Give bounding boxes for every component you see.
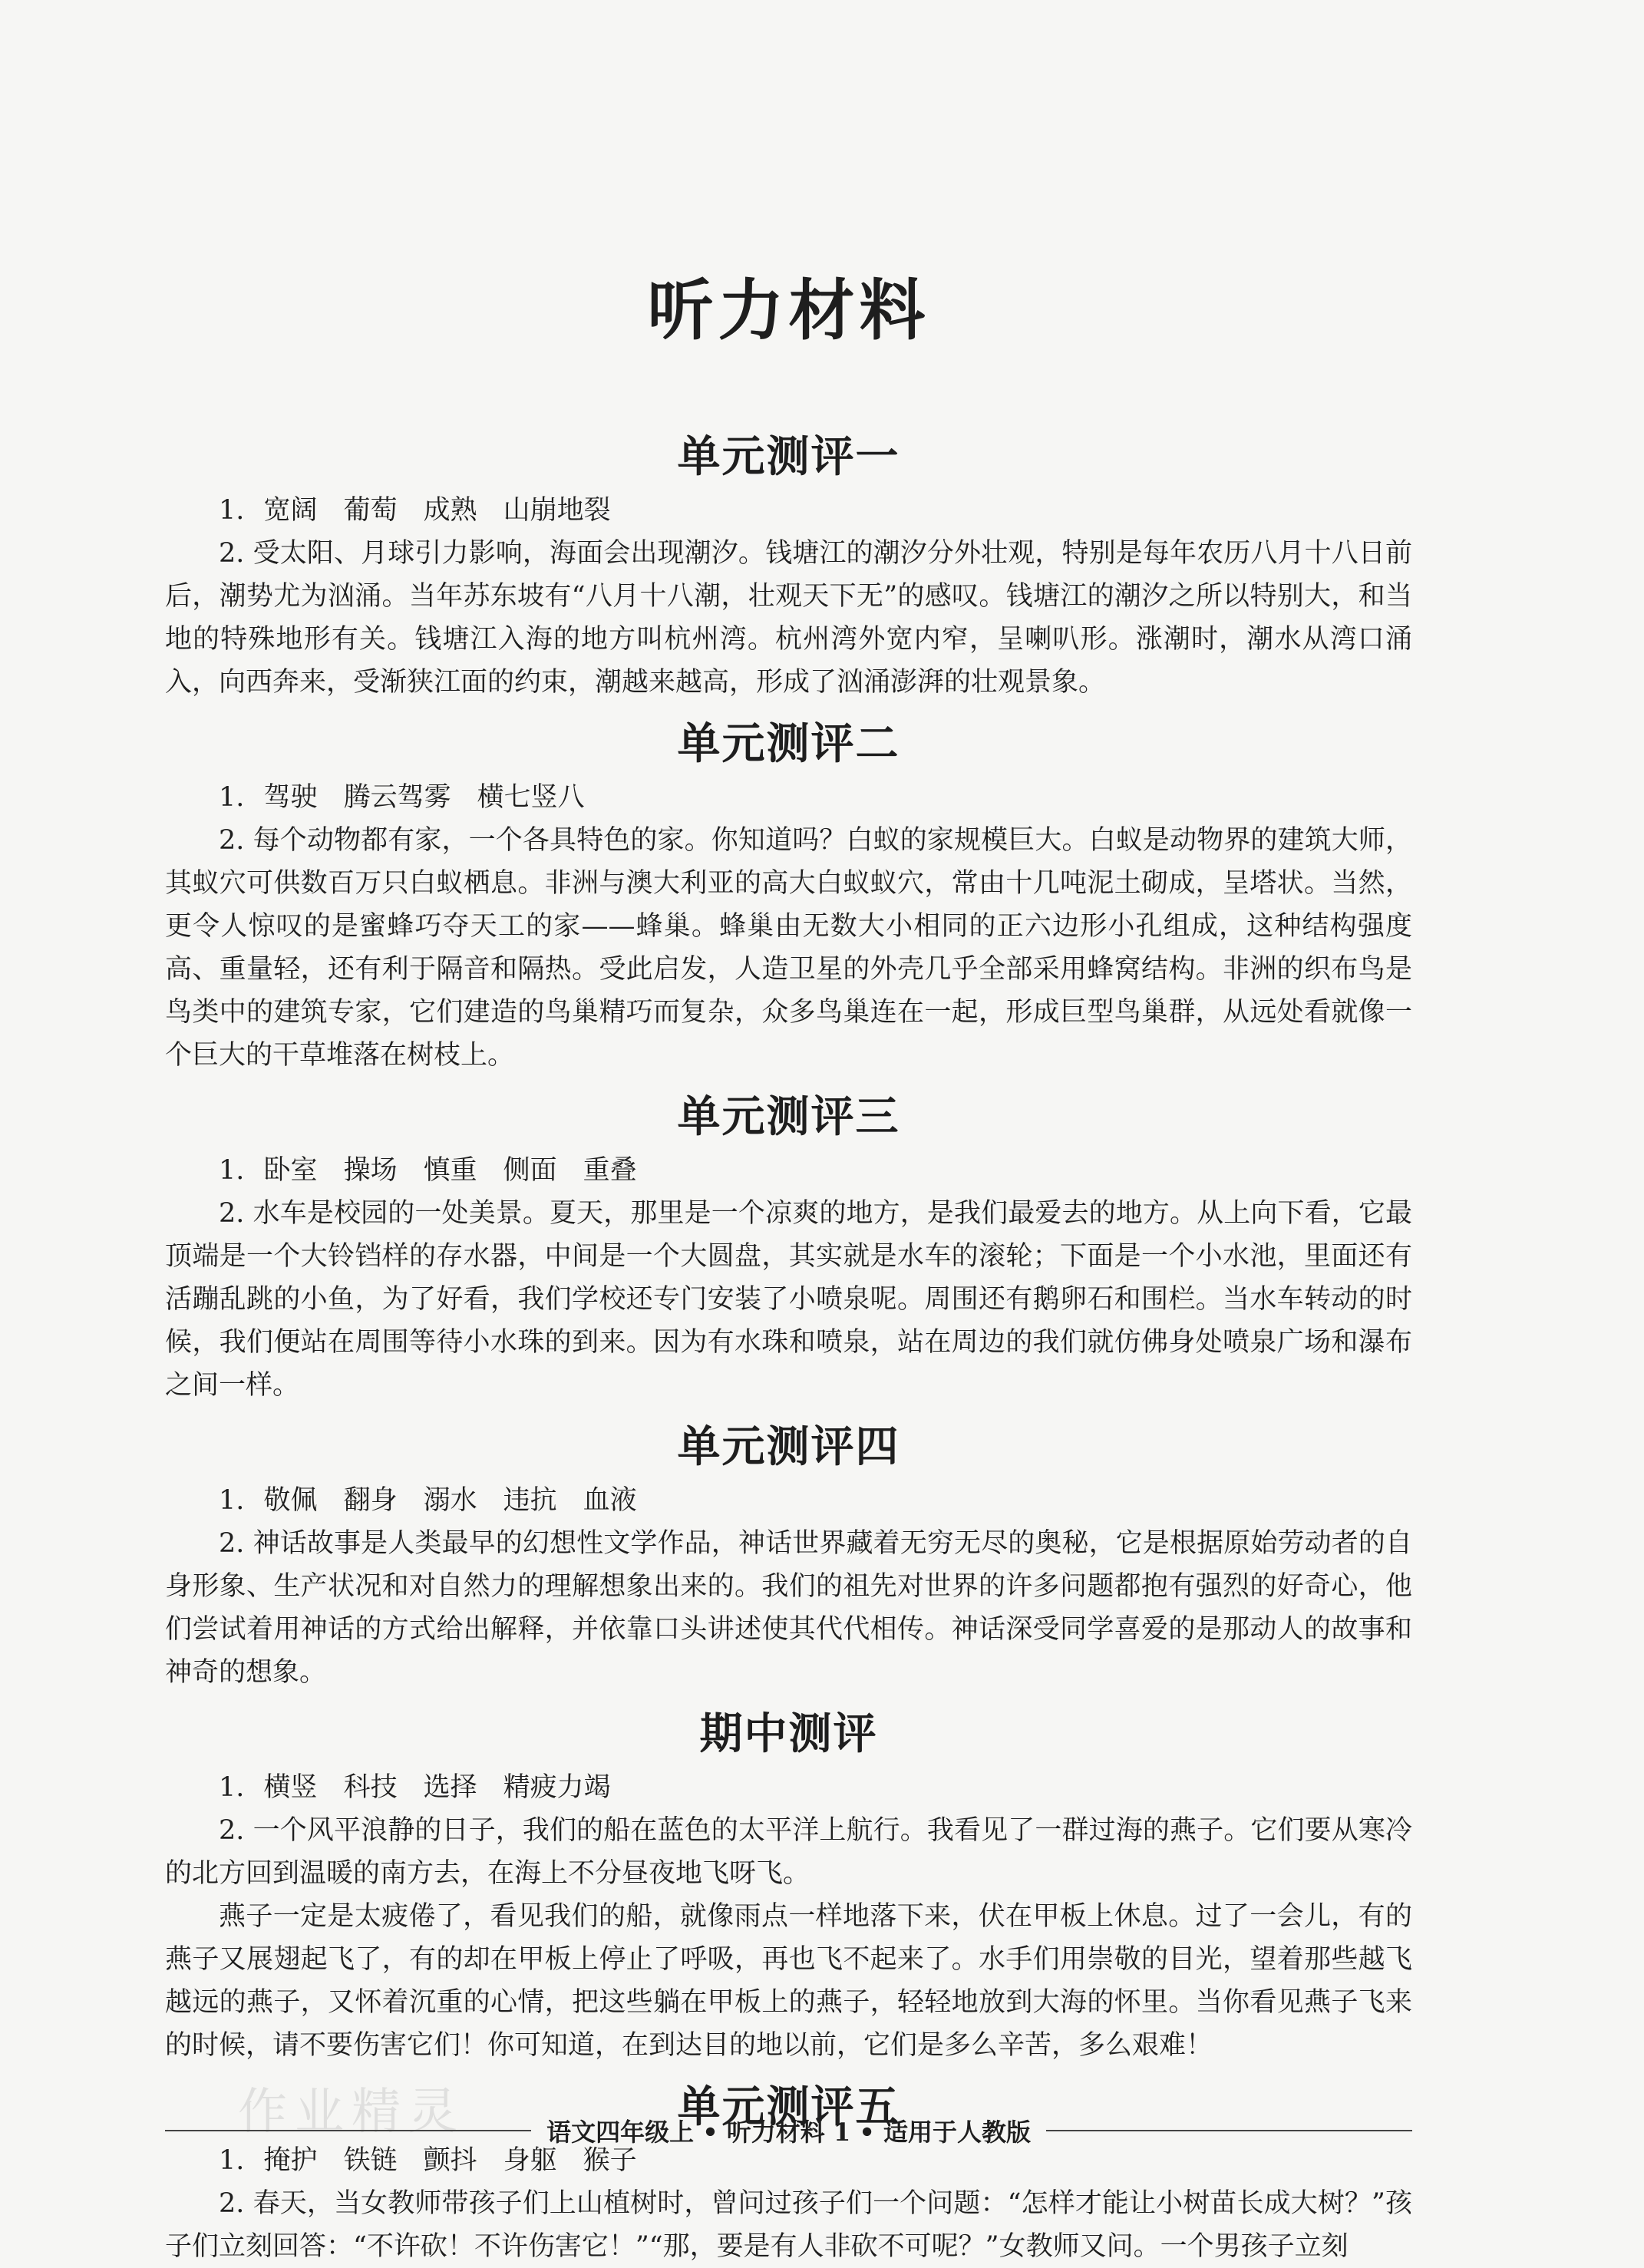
word-list [165, 776, 1412, 819]
section-midterm [165, 1703, 1412, 2067]
word-item: 颤抖 [423, 2145, 477, 2176]
word-list [165, 1766, 1412, 1809]
word-item: 科技 [343, 1772, 398, 1803]
passage-paragraph: 2. 受太阳、月球引力影响，海面会出现潮汐。钱塘江的潮汐分外壮观，特别是每年农历八月十八日前后，潮势尤为汹涌。当年苏东坡有“八月十八潮，壮观天下无”的感叹。钱塘江的潮汐之所以特别大，和当地的特殊地形有关。钱塘江入海的地方叫杭州湾。杭州湾外宽内窄，呈喇叭形。涨潮时，潮水从湾口涌入，向西奔来，受渐狭江面的约束，潮越来越高，形成了汹涌澎湃的壮观景象。 [165, 538, 1412, 698]
passage-paragraph: 2. 水车是校园的一处美景。夏天，那里是一个凉爽的地方，是我们最爱去的地方。从上向下看，它最顶端是一个大铃铛样的存水器，中间是一个大圆盘，其实就是水车的滚轮；下面是一个小水池，里面还有活蹦乱跳的小鱼，为了好看，我们学校还专门安装了小喷泉呢。周围还有鹅卵石和围栏。当水车转动的时候，我们便站在周围等待小水珠的到来。因为有水珠和喷泉，站在周边的我们就仿佛身处喷泉广场和瀑布之间一样。 [165, 1198, 1412, 1401]
section-unit-2 [165, 713, 1412, 1077]
word-item: 慎重 [423, 1155, 477, 1186]
word-item: 驾驶 [263, 782, 318, 813]
page-footer [165, 2108, 1412, 2154]
section-unit-3 [165, 1086, 1412, 1407]
word-item: 横七竖八 [477, 782, 585, 813]
page-title: 听力材料 [647, 272, 930, 349]
word-item: 掩护 [263, 2145, 318, 2176]
section-heading: 单元测评二 [677, 718, 900, 769]
section-heading: 单元测评三 [677, 1091, 900, 1142]
passage-paragraph: 燕子一定是太疲倦了，看见我们的船，就像雨点一样地落下来，伏在甲板上休息。过了一会儿，有的燕子又展翅起飞了，有的却在甲板上停止了呼吸，再也飞不起来了。水手们用崇敬的目光，望着那些越飞越远的燕子，又怀着沉重的心情，把这些躺在甲板上的燕子，轻轻地放到大海的怀里。当你看见燕子飞来的时候，请不要伤害它们！你可知道，在到达目的地以前，它们是多么辛苦，多么艰难！ [165, 1901, 1412, 2061]
word-list [165, 489, 1412, 532]
section-heading: 期中测评 [699, 1708, 878, 1759]
word-list-number: 1. [219, 2145, 245, 2176]
word-item: 侧面 [503, 1155, 557, 1186]
section-unit-4 [165, 1416, 1412, 1694]
section-heading: 单元测评四 [677, 1421, 900, 1472]
word-list [165, 1149, 1412, 1192]
word-item: 敬佩 [263, 1485, 318, 1516]
word-item: 选择 [423, 1772, 477, 1803]
footer-text: 语文四年级上 • 听力材料 1 • 适用于人教版 [546, 2118, 1031, 2147]
word-item: 猴子 [583, 2145, 637, 2176]
word-item: 操场 [343, 1155, 398, 1186]
word-item: 宽阔 [263, 495, 318, 526]
word-list-number: 1. [219, 1772, 245, 1803]
word-item: 山崩地裂 [503, 495, 611, 526]
word-item: 卧室 [263, 1155, 318, 1186]
word-item: 身躯 [503, 2145, 557, 2176]
section-heading: 单元测评一 [677, 431, 900, 482]
word-item: 横竖 [263, 1772, 318, 1803]
word-item: 铁链 [343, 2145, 398, 2176]
section-heading: 单元测评五 [677, 2081, 900, 2132]
word-item: 精疲力竭 [503, 1772, 611, 1803]
footer-rule-left [165, 2130, 531, 2131]
section-unit-1 [165, 426, 1412, 704]
watermark-text: 作业精灵 [238, 2084, 465, 2141]
word-list-number: 1. [219, 1155, 245, 1186]
sections-container [165, 426, 1412, 2268]
word-item: 血液 [583, 1485, 637, 1516]
word-item: 翻身 [343, 1485, 398, 1516]
word-item: 违抗 [503, 1485, 557, 1516]
word-list [165, 1479, 1412, 1522]
passage-paragraph: 2. 春天，当女教师带孩子们上山植树时，曾问过孩子们一个问题：“怎样才能让小树苗长成大树？”孩子们立刻回答：“不许砍！不许伤害它！”“那，要是有人非砍不可呢？”女教师又问。一个男孩子立刻 [165, 2188, 1412, 2262]
document-page [165, 0, 1412, 2262]
footer-rule-right [1046, 2130, 1412, 2131]
word-list-number: 1. [219, 1485, 245, 1516]
word-item: 葡萄 [343, 495, 398, 526]
word-list-number: 1. [219, 495, 245, 526]
passage-paragraph: 2. 一个风平浪静的日子，我们的船在蓝色的太平洋上航行。我看见了一群过海的燕子。它们要从寒冷的北方回到温暖的南方去，在海上不分昼夜地飞呀飞。 [165, 1815, 1412, 1889]
passage-paragraph: 2. 每个动物都有家，一个各具特色的家。你知道吗？白蚁的家规模巨大。白蚁是动物界的建筑大师，其蚁穴可供数百万只白蚁栖息。非洲与澳大利亚的高大白蚁蚁穴，常由十几吨泥土砌成，呈塔状。当然，更令人惊叹的是蜜蜂巧夺天工的家——蜂巢。蜂巢由无数大小相同的正六边形小孔组成，这种结构强度高、重量轻，还有利于隔音和隔热。受此启发，人造卫星的外壳几乎全部采用蜂窝结构。非洲的织布鸟是鸟类中的建筑专家，它们建造的鸟巢精巧而复杂，众多鸟巢连在一起，形成巨型鸟巢群，从远处看就像一个巨大的干草堆落在树枝上。 [165, 825, 1412, 1071]
word-item: 溺水 [423, 1485, 477, 1516]
passage-paragraph: 2. 神话故事是人类最早的幻想性文学作品，神话世界藏着无穷无尽的奥秘，它是根据原始劳动者的自身形象、生产状况和对自然力的理解想象出来的。我们的祖先对世界的许多问题都抱有强烈的好奇心，他们尝试着用神话的方式给出解释，并依靠口头讲述使其代代相传。神话深受同学喜爱的是那动人的故事和神奇的想象。 [165, 1528, 1412, 1688]
word-item: 重叠 [583, 1155, 637, 1186]
word-list-number: 1. [219, 782, 245, 813]
word-item: 成熟 [423, 495, 477, 526]
word-item: 腾云驾雾 [343, 782, 451, 813]
